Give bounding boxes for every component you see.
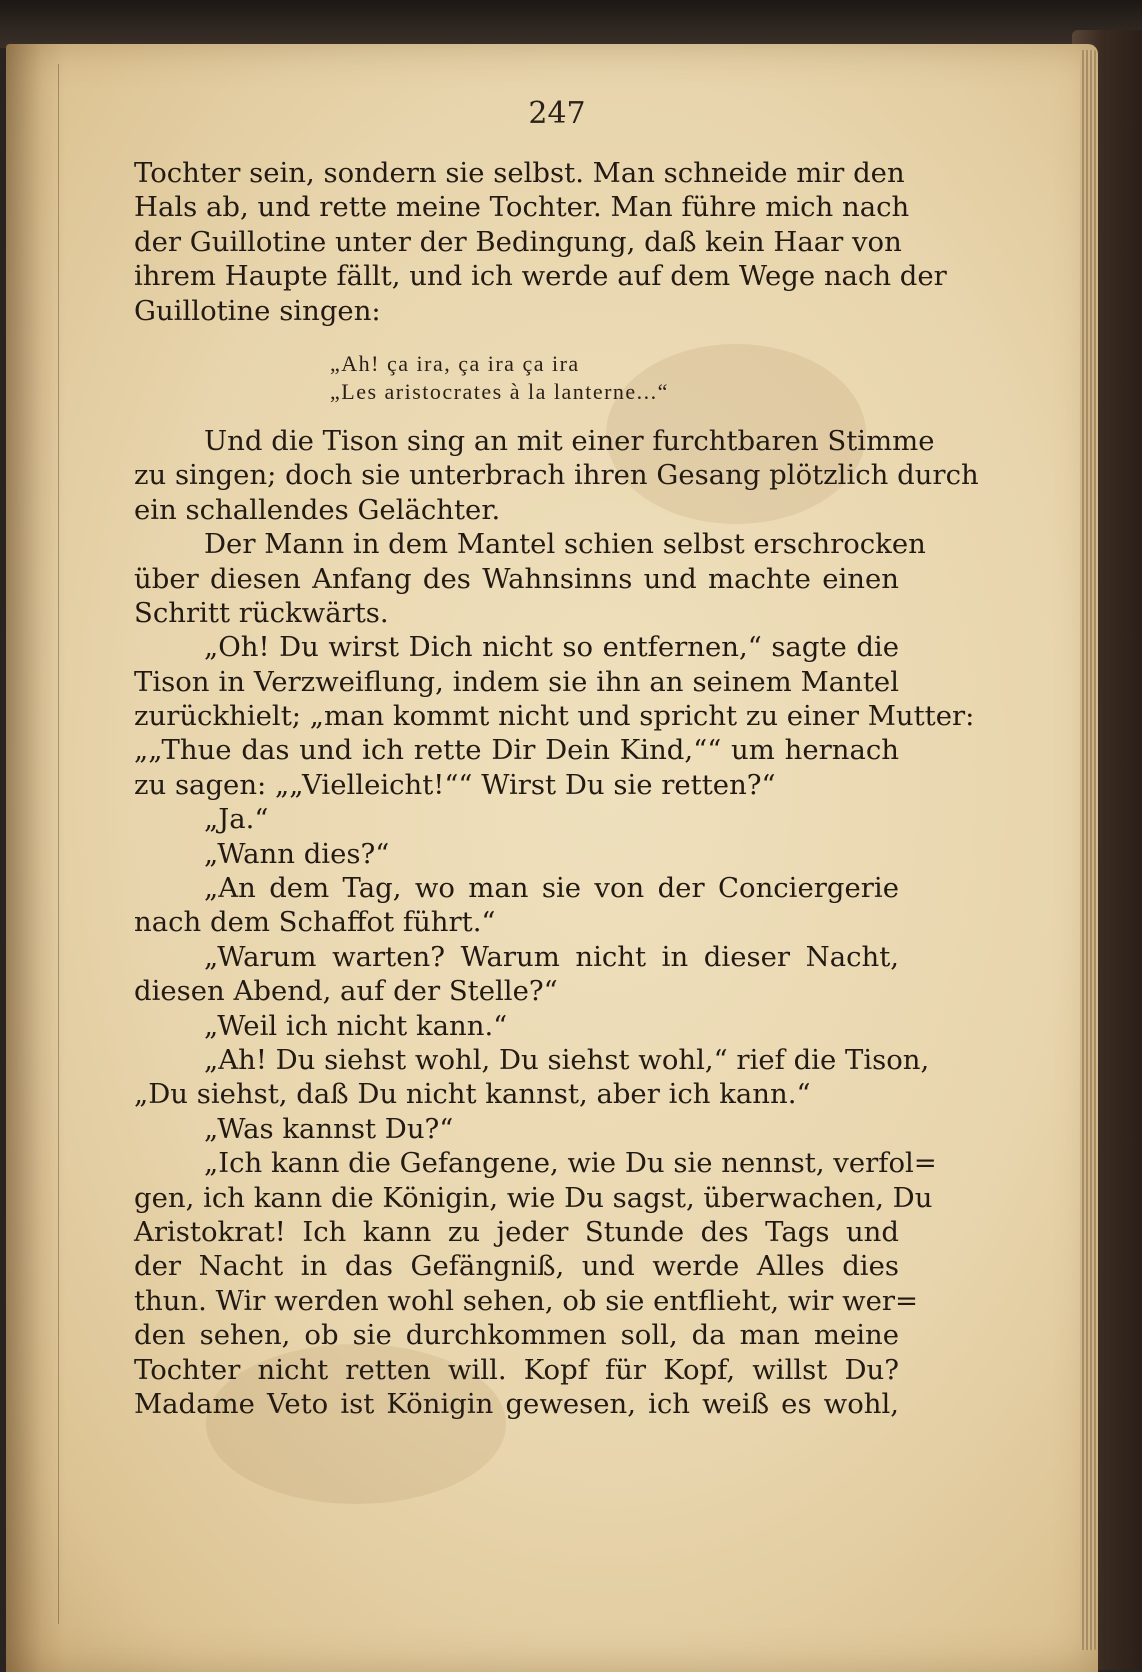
- text-line: „Wann dies?“: [204, 837, 390, 870]
- verse-block: [134, 350, 899, 406]
- text-line: Guillotine singen:: [134, 294, 381, 327]
- text-line: Tochter nicht retten will. Kopf für Kopf, willst Du?: [134, 1353, 899, 1386]
- text-line: Aristokrat! Ich kann zu jeder Stunde des Tags und: [134, 1215, 899, 1248]
- paragraph-before-verse: [134, 156, 947, 328]
- text-line: „Ja.“: [204, 803, 269, 836]
- scan-background: [0, 0, 1142, 48]
- text-line: gen, ich kann die Königin, wie Du sagst, überwachen, Du: [134, 1181, 933, 1214]
- text-line: „Weil ich nicht kann.“: [204, 1009, 508, 1042]
- text-line: ihrem Haupte fällt, und ich werde auf dem Wege nach der: [134, 260, 947, 293]
- page-gutter-shadow: [6, 44, 66, 1672]
- page-number: 247: [528, 96, 586, 131]
- text-line: Madame Veto ist Königin gewesen, ich weiß es wohl,: [134, 1387, 899, 1420]
- text-line: nach dem Schaffot führt.“: [134, 906, 496, 939]
- text-line: zu singen; doch sie unterbrach ihren Gesang plötzlich durch: [134, 459, 979, 492]
- text-line: ein schallendes Gelächter.: [134, 493, 501, 526]
- verse-line: „Les aristocrates à la lanterne...“: [330, 378, 669, 404]
- page-edges: [1080, 50, 1096, 1650]
- text-line: Tison in Verzweiflung, indem sie ihn an seinem Mantel: [134, 665, 899, 698]
- text-line: diesen Abend, auf der Stelle?“: [134, 975, 558, 1008]
- text-line: „Warum warten? Warum nicht in dieser Nacht,: [204, 940, 899, 973]
- text-line: „An dem Tag, wo man sie von der Conciergerie: [204, 872, 899, 905]
- text-line: Tochter sein, sondern sie selbst. Man schneide mir den: [134, 157, 905, 189]
- text-line: „Du siehst, daß Du nicht kannst, aber ich kann.“: [134, 1078, 811, 1111]
- text-line: Schritt rückwärts.: [134, 596, 389, 629]
- text-line: „Ich kann die Gefangene, wie Du sie nennst, verfol=: [204, 1147, 937, 1180]
- text-line: thun. Wir werden wohl sehen, ob sie entflieht, wir wer=: [134, 1284, 919, 1317]
- verse-line: „Ah! ça ira, ça ira ça ira: [330, 350, 580, 376]
- gutter-fold-line: [58, 64, 59, 1624]
- text-line: der Guillotine unter der Bedingung, daß kein Haar von: [134, 225, 902, 258]
- text-line: „Ah! Du siehst wohl, Du siehst wohl,“ rief die Tison,: [204, 1043, 930, 1076]
- text-line: Der Mann in dem Mantel schien selbst erschrocken: [204, 528, 926, 561]
- text-line: der Nacht in das Gefängniß, und werde Alles dies: [134, 1250, 899, 1283]
- text-line: über diesen Anfang des Wahnsinns und machte einen: [134, 562, 899, 595]
- text-line: „Oh! Du wirst Dich nicht so entfernen,“ sagte die: [204, 631, 899, 664]
- text-line: zurückhielt; „man kommt nicht und spricht zu einer Mutter:: [134, 700, 975, 733]
- book-page: [6, 44, 1098, 1672]
- text-line: „„Thue das und ich rette Dir Dein Kind,““ um hernach: [134, 734, 899, 767]
- body-text: [134, 156, 979, 1421]
- text-line: Und die Tison sing an mit einer furchtbaren Stimme: [204, 424, 935, 457]
- paragraphs-after-verse: [134, 424, 979, 1421]
- text-line: zu sagen: „„Vielleicht!““ Wirst Du sie retten?“: [134, 768, 776, 801]
- text-line: „Was kannst Du?“: [204, 1112, 454, 1145]
- text-line: den sehen, ob sie durchkommen soll, da man meine: [134, 1319, 899, 1352]
- text-line: Hals ab, und rette meine Tochter. Man führe mich nach: [134, 191, 910, 224]
